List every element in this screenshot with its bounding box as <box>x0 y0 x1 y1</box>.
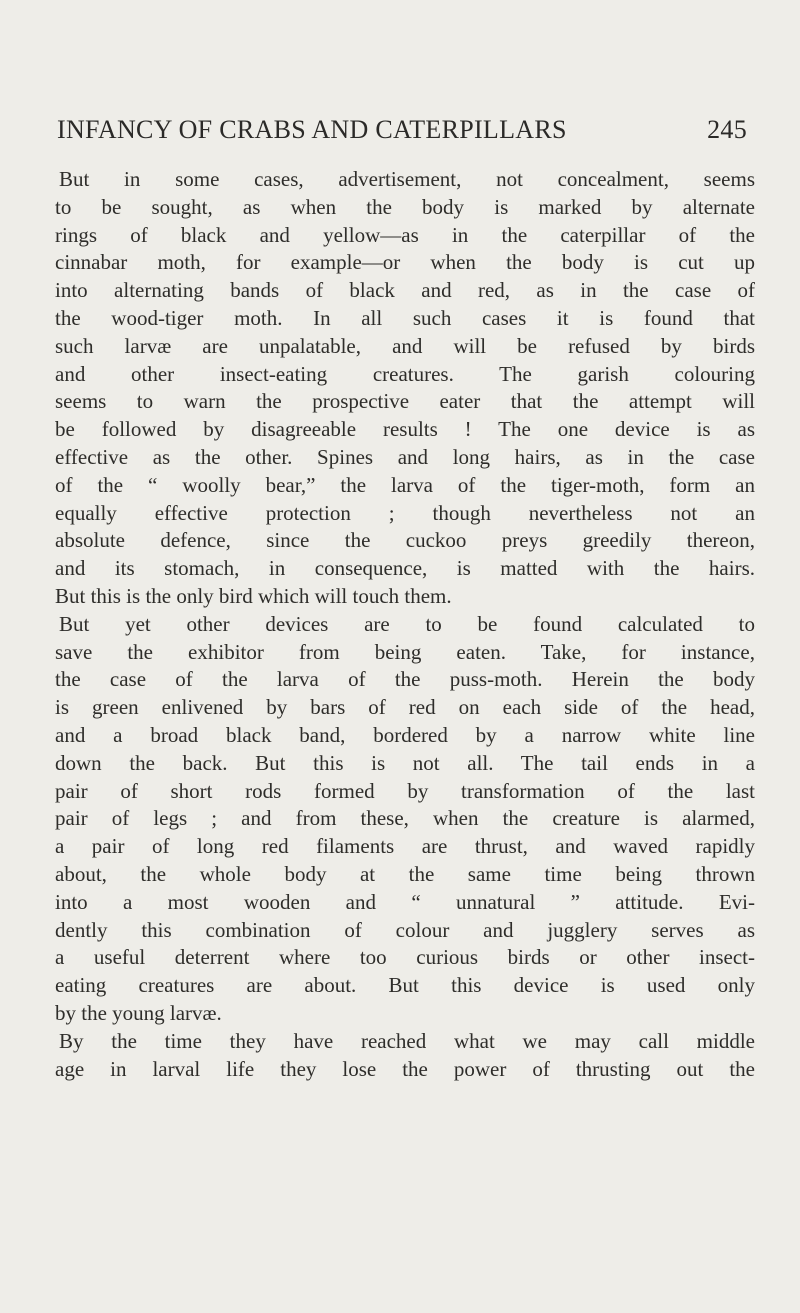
text-line: seems to warn the prospective eater that the attempt will <box>55 389 755 414</box>
text-line: But yet other devices are to be found calculated to <box>59 611 755 636</box>
text-line: into a most wooden and “ unnatural ” attitude. Evi- <box>55 889 755 914</box>
text-line: a pair of long red filaments are thrust, and waved rapidly <box>55 834 755 859</box>
text-line: cinnabar moth, for example—or when the body is cut up <box>55 250 755 275</box>
text-line: dently this combination of colour and jugglery serves as <box>55 917 755 942</box>
text-line: the wood-tiger moth. In all such cases it is found that <box>55 305 755 330</box>
text-line: by the young larvæ. <box>55 1000 222 1025</box>
text-line: By the time they have reached what we may call middle <box>59 1028 755 1053</box>
text-line: down the back. But this is not all. The tail ends in a <box>55 750 755 775</box>
text-line: and a broad black band, bordered by a narrow white line <box>55 722 755 747</box>
text-line: the case of the larva of the puss-moth. Herein the body <box>55 667 755 692</box>
text-line: into alternating bands of black and red, as in the case of <box>55 278 755 303</box>
text-line: pair of legs ; and from these, when the creature is alarmed, <box>55 806 755 831</box>
text-line: But in some cases, advertisement, not concealment, seems <box>59 167 755 191</box>
text-line: save the exhibitor from being eaten. Take, for instance, <box>55 639 755 664</box>
text-line: pair of short rods formed by transformation of the last <box>55 778 755 803</box>
text-line: about, the whole body at the same time being thrown <box>55 861 755 886</box>
text-line: a useful deterrent where too curious birds or other insect- <box>55 945 755 970</box>
text-line: and other insect-eating creatures. The garish colouring <box>55 361 755 386</box>
text-line: rings of black and yellow—as in the caterpillar of the <box>55 222 755 247</box>
text-line: effective as the other. Spines and long hairs, as in the case <box>55 444 755 469</box>
text-line: is green enlivened by bars of red on each side of the head, <box>55 695 755 720</box>
text-line: eating creatures are about. But this device is used only <box>55 973 755 998</box>
text-line: age in larval life they lose the power of thrusting out the <box>55 1056 755 1081</box>
running-title: INFANCY OF CRABS AND CATERPILLARS <box>57 115 567 144</box>
text-line: equally effective protection ; though nevertheless not an <box>55 500 755 525</box>
text-line: and its stomach, in consequence, is matted with the hairs. <box>55 556 755 581</box>
page-number: 245 <box>707 115 747 144</box>
text-line: be followed by disagreeable results ! The one device is as <box>55 417 755 442</box>
text-line: to be sought, as when the body is marked by alternate <box>55 194 755 219</box>
text-line: such larvæ are unpalatable, and will be refused by birds <box>55 333 755 358</box>
text-line: of the “ woolly bear,” the larva of the tiger-moth, form an <box>55 472 755 497</box>
page-header <box>57 115 747 149</box>
body-text <box>55 166 755 1083</box>
text-line: But this is the only bird which will touch them. <box>55 583 452 608</box>
text-line: absolute defence, since the cuckoo preys greedily thereon, <box>55 528 755 553</box>
